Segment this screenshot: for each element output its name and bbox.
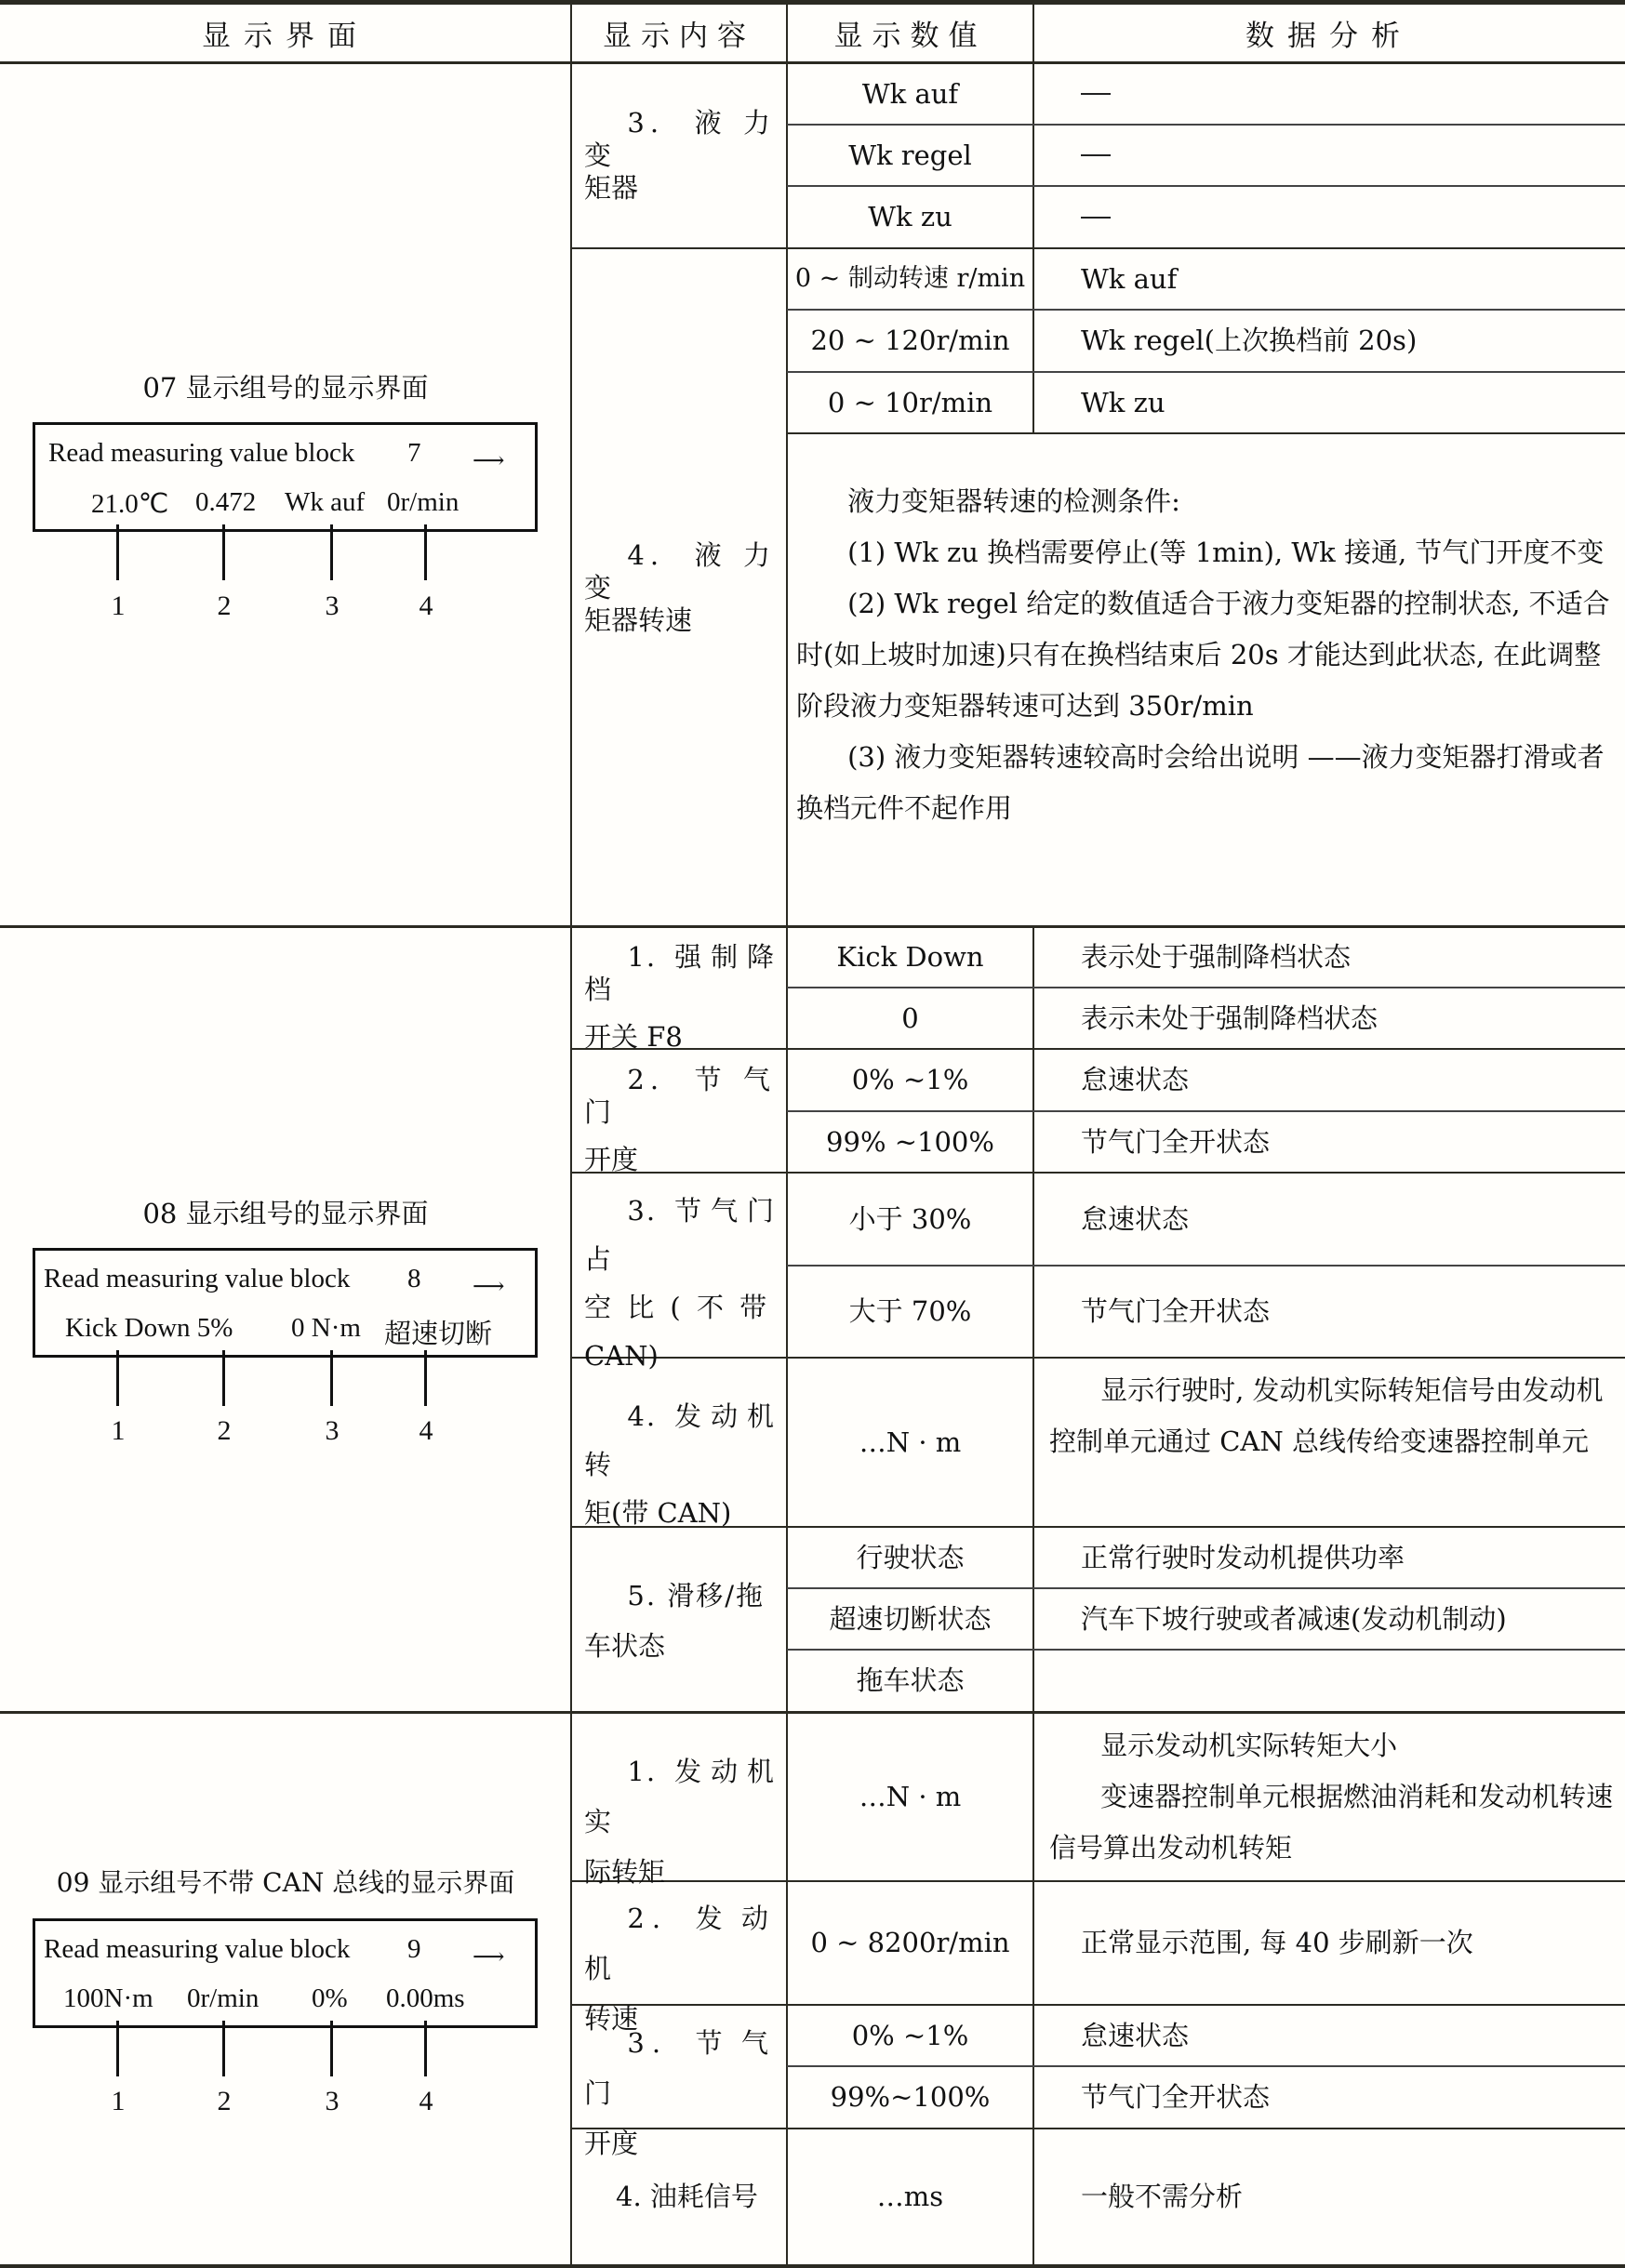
- analysis-cell: 显示发动机实际转矩大小 变速器控制单元根据燃油消耗和发动机转速信号算出发动机转矩: [1049, 1730, 1614, 1863]
- header-data-analysis: 数据分析: [1245, 20, 1413, 53]
- panel-value-3: 0 N·m: [291, 1313, 361, 1343]
- right-arrow-icon: ⟶: [473, 447, 505, 473]
- value-cell: 拖车状态: [856, 1665, 965, 1697]
- analysis-cell: 一般不需分析: [1081, 2181, 1244, 2213]
- value-cell: Kick Down: [836, 941, 984, 974]
- content-fuel-consumption-signal: 4. 油耗信号: [616, 2181, 758, 2213]
- analysis-cell: [1081, 1651, 1620, 1711]
- panel-block-number: 7: [407, 438, 421, 468]
- value-cell: Wk auf: [861, 77, 959, 110]
- content-torque-converter-speed: 4. 液力变 矩器转速: [584, 539, 776, 636]
- pointer-line-3: [330, 2021, 333, 2076]
- analysis-cell: 正常显示范围, 每 40 步刷新一次: [1081, 1927, 1473, 1959]
- panel-value-4: 0.00ms: [386, 1983, 465, 2013]
- value-cell: 0 ~ 10r/min: [827, 386, 993, 418]
- panel-value-2: 0r/min: [187, 1983, 260, 2013]
- analysis-cell: 节气门全开状态: [1081, 1125, 1271, 1158]
- display-panel-07: [33, 422, 538, 532]
- panel-value-1: Kick Down 5%: [65, 1313, 233, 1343]
- note-item-1: (1) Wk zu 换档需要停止(等 1min), Wk 接通, 节气门开度不变: [847, 537, 1605, 568]
- analysis-cell: 节气门全开状态: [1081, 1295, 1271, 1328]
- pointer-line-2: [222, 1350, 225, 1406]
- pointer-line-3: [330, 1350, 333, 1406]
- pointer-line-3: [330, 524, 333, 580]
- analysis-cell: 汽车下坡行驶或者减速(发动机制动): [1081, 1602, 1507, 1635]
- value-cell: 99% ~100%: [826, 1125, 994, 1158]
- value-cell: 0 ~ 8200r/min: [810, 1927, 1010, 1959]
- content-throttle-duty-cycle: 3. 节气门占 空 比 ( 不 带 CAN): [584, 1195, 776, 1372]
- header-display-interface: 显示界面: [202, 20, 369, 53]
- note-item-2: (2) Wk regel 给定的数值适合于液力变矩器的控制状态, 不适合时(如上坡时加速)只有在换档结束后 20s 才能达到此状态, 在此调整阶段液力变矩器转速可达到 350r/min: [796, 588, 1610, 722]
- marker-2: 2: [217, 590, 232, 621]
- pointer-line-1: [116, 524, 119, 580]
- dash-icon: [1081, 154, 1111, 156]
- panel-heading: Read measuring value block: [48, 438, 355, 468]
- panel-heading: Read measuring value block: [44, 1264, 351, 1293]
- right-arrow-icon: ⟶: [473, 1273, 505, 1299]
- content-throttle-opening-09: 3. 节气门 开度: [584, 2027, 776, 2159]
- pointer-line-2: [222, 524, 225, 580]
- pointer-line-2: [222, 2021, 225, 2076]
- right-arrow-icon: ⟶: [473, 1943, 505, 1970]
- panel-block-number: 9: [407, 1934, 421, 1964]
- analysis-cell: 表示处于强制降档状态: [1081, 941, 1352, 974]
- analysis-cell: Wk regel(上次换档前 20s): [1081, 325, 1418, 357]
- value-cell: …N · m: [859, 1781, 962, 1813]
- analysis-cell: 节气门全开状态: [1081, 2081, 1271, 2114]
- marker-3: 3: [325, 2086, 340, 2116]
- marker-3: 3: [325, 590, 340, 621]
- dash-icon: [1081, 217, 1111, 219]
- pointer-line-1: [116, 1350, 119, 1406]
- pointer-line-4: [424, 524, 427, 580]
- panel-value-1: 21.0℃: [91, 489, 169, 519]
- display-panel-08: [33, 1248, 538, 1358]
- analysis-cell: [1081, 126, 1620, 185]
- content-engine-actual-torque: 1. 发动机实 际转矩: [584, 1756, 776, 1888]
- analysis-cell: 表示未处于强制降档状态: [1081, 1001, 1379, 1034]
- analysis-cell: 怠速状态: [1081, 2019, 1190, 2051]
- header-display-value: 显示数值: [833, 20, 987, 53]
- analysis-cell: 正常行驶时发动机提供功率: [1081, 1541, 1405, 1573]
- panel-value-2: 0.472: [195, 487, 257, 517]
- panel-title-09: 09 显示组号不带 CAN 总线的显示界面: [56, 1867, 515, 1898]
- note-item-3: (3) 液力变矩器转速较高时会给出说明 ——液力变矩器打滑或者换档元件不起作用: [796, 741, 1605, 824]
- marker-2: 2: [217, 1415, 232, 1446]
- panel-value-3: 0%: [312, 1983, 348, 2013]
- value-cell: …ms: [876, 2181, 944, 2213]
- analysis-cell: [1081, 187, 1620, 247]
- panel-value-3: Wk auf: [285, 487, 366, 517]
- detection-conditions-note: [796, 476, 1617, 834]
- pointer-line-1: [116, 2021, 119, 2076]
- value-cell: Wk zu: [868, 201, 952, 233]
- analysis-cell: Wk zu: [1081, 386, 1165, 418]
- row-line: [787, 432, 1625, 434]
- marker-1: 1: [111, 590, 126, 621]
- value-cell: 99%~100%: [830, 2081, 991, 2114]
- value-cell: 0 ~ 制动转速 r/min: [794, 263, 1026, 293]
- marker-1: 1: [111, 1415, 126, 1446]
- marker-1: 1: [111, 2086, 126, 2116]
- value-cell: …N · m: [859, 1426, 962, 1458]
- value-cell: 20 ~ 120r/min: [810, 325, 1010, 357]
- value-cell: 大于 70%: [848, 1295, 972, 1328]
- content-torque-converter: 3. 液力变 矩器: [584, 107, 776, 204]
- pointer-line-4: [424, 1350, 427, 1406]
- header-display-content: 显示内容: [603, 20, 755, 53]
- analysis-cell: Wk auf: [1081, 262, 1178, 295]
- display-panel-09: [33, 1918, 538, 2028]
- panel-value-4: 超速切断: [384, 1320, 493, 1349]
- marker-3: 3: [325, 1415, 340, 1446]
- content-kickdown-switch: 1. 强制降档 开关 F8: [584, 941, 776, 1053]
- panel-title-08: 08 显示组号的显示界面: [142, 1198, 429, 1229]
- marker-2: 2: [217, 2086, 232, 2116]
- panel-heading: Read measuring value block: [44, 1934, 351, 1964]
- col-divider-1: [570, 0, 572, 2266]
- panel-block-number: 8: [407, 1264, 421, 1293]
- value-cell: Wk regel: [848, 139, 972, 171]
- analysis-cell: 显示行驶时, 发动机实际转矩信号由发动机控制单元通过 CAN 总线传给变速器控制单元: [1049, 1374, 1604, 1457]
- note-title: 液力变矩器转速的检测条件:: [847, 485, 1180, 517]
- content-coast-tow-state: 5. 滑移/拖 车状态: [584, 1580, 766, 1662]
- value-cell: 0% ~1%: [851, 1064, 969, 1096]
- value-cell: 行驶状态: [856, 1541, 965, 1573]
- panel-value-1: 100N·m: [63, 1983, 153, 2013]
- analysis-cell: 怠速状态: [1081, 1202, 1190, 1235]
- marker-4: 4: [419, 2086, 433, 2116]
- panel-value-4: 0r/min: [387, 487, 460, 517]
- marker-4: 4: [419, 590, 433, 621]
- content-engine-torque-can: 4. 发动机转 矩(带 CAN): [584, 1400, 776, 1529]
- pointer-line-4: [424, 2021, 427, 2076]
- dash-icon: [1081, 93, 1111, 95]
- value-cell: 0: [901, 1001, 919, 1034]
- panel-title-07: 07 显示组号的显示界面: [142, 372, 429, 404]
- table-bottom-border: [0, 2264, 1625, 2268]
- analysis-cell: [1081, 64, 1620, 124]
- content-throttle-opening: 2. 节气门 开度: [584, 1064, 776, 1175]
- value-cell: 0% ~1%: [851, 2019, 969, 2051]
- marker-4: 4: [419, 1415, 433, 1446]
- value-cell: 超速切断状态: [829, 1602, 992, 1635]
- value-cell: 小于 30%: [848, 1202, 972, 1235]
- analysis-cell: 怠速状态: [1081, 1064, 1190, 1096]
- content-engine-speed: 2. 发动机 转速: [584, 1903, 776, 2035]
